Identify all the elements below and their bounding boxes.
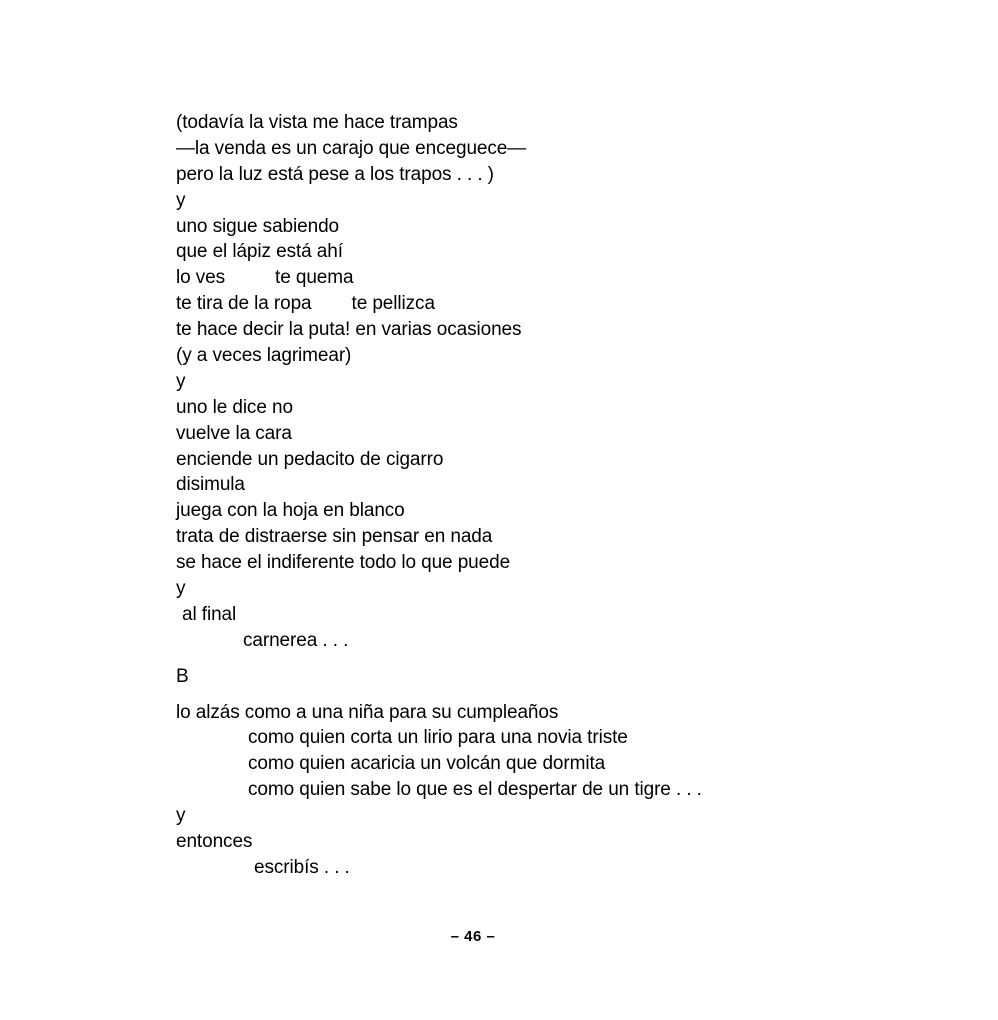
poem-line: y [176,805,186,827]
poem-line: como quien sabe lo que es el despertar de un tigre . . . [248,779,702,801]
poem-line: escribís . . . [254,856,350,878]
poem-line: vuelve la cara [176,422,292,444]
poem-line: y [176,189,186,211]
poem-line: —la venda es un carajo que enceguece— [176,137,527,159]
poem-line: te hace decir la puta! en varias ocasiones [176,319,522,341]
poem-line: carnerea . . . [243,629,349,651]
poem-line: entonces [176,831,253,853]
poem-line: uno le dice no [176,396,293,418]
poem-phrase: te tira de la ropa [176,293,312,315]
poem-phrase: te quema [275,267,354,289]
poem-line-split [176,291,976,317]
poem-line: uno sigue sabiendo [176,215,340,237]
poem-line: y [176,578,186,600]
poem-line: juega con la hoja en blanco [176,500,405,522]
poem-line: que el lápiz está ahí [176,241,343,263]
section-heading: B [176,665,189,687]
poem-line: pero la luz está pese a los trapos . . . ) [176,163,494,185]
poem-phrase: te pellizca [351,293,435,315]
poem-line: disimula [176,474,245,496]
poem-line: enciende un pedacito de cigarro [176,448,444,470]
page-number: – 46 – [450,928,496,945]
poem-line: trata de distraerse sin pensar en nada [176,526,493,548]
poem-phrase: lo ves [176,267,226,289]
poem-line-split [176,265,976,291]
poem-line: como quien acaricia un volcán que dormita [248,753,606,775]
poem-line: (todavía la vista me hace trampas [176,112,458,133]
poem-line: se hace el indiferente todo lo que puede [176,552,511,574]
poem-line: y [176,370,186,392]
poem-line: (y a veces lagrimear) [176,345,352,367]
poem-line: como quien corta un lirio para una novia triste [248,727,628,749]
poem-body [176,110,976,881]
poem-line: lo alzás como a una niña para su cumpleaños [176,701,559,723]
poem-line: al final [182,603,237,625]
